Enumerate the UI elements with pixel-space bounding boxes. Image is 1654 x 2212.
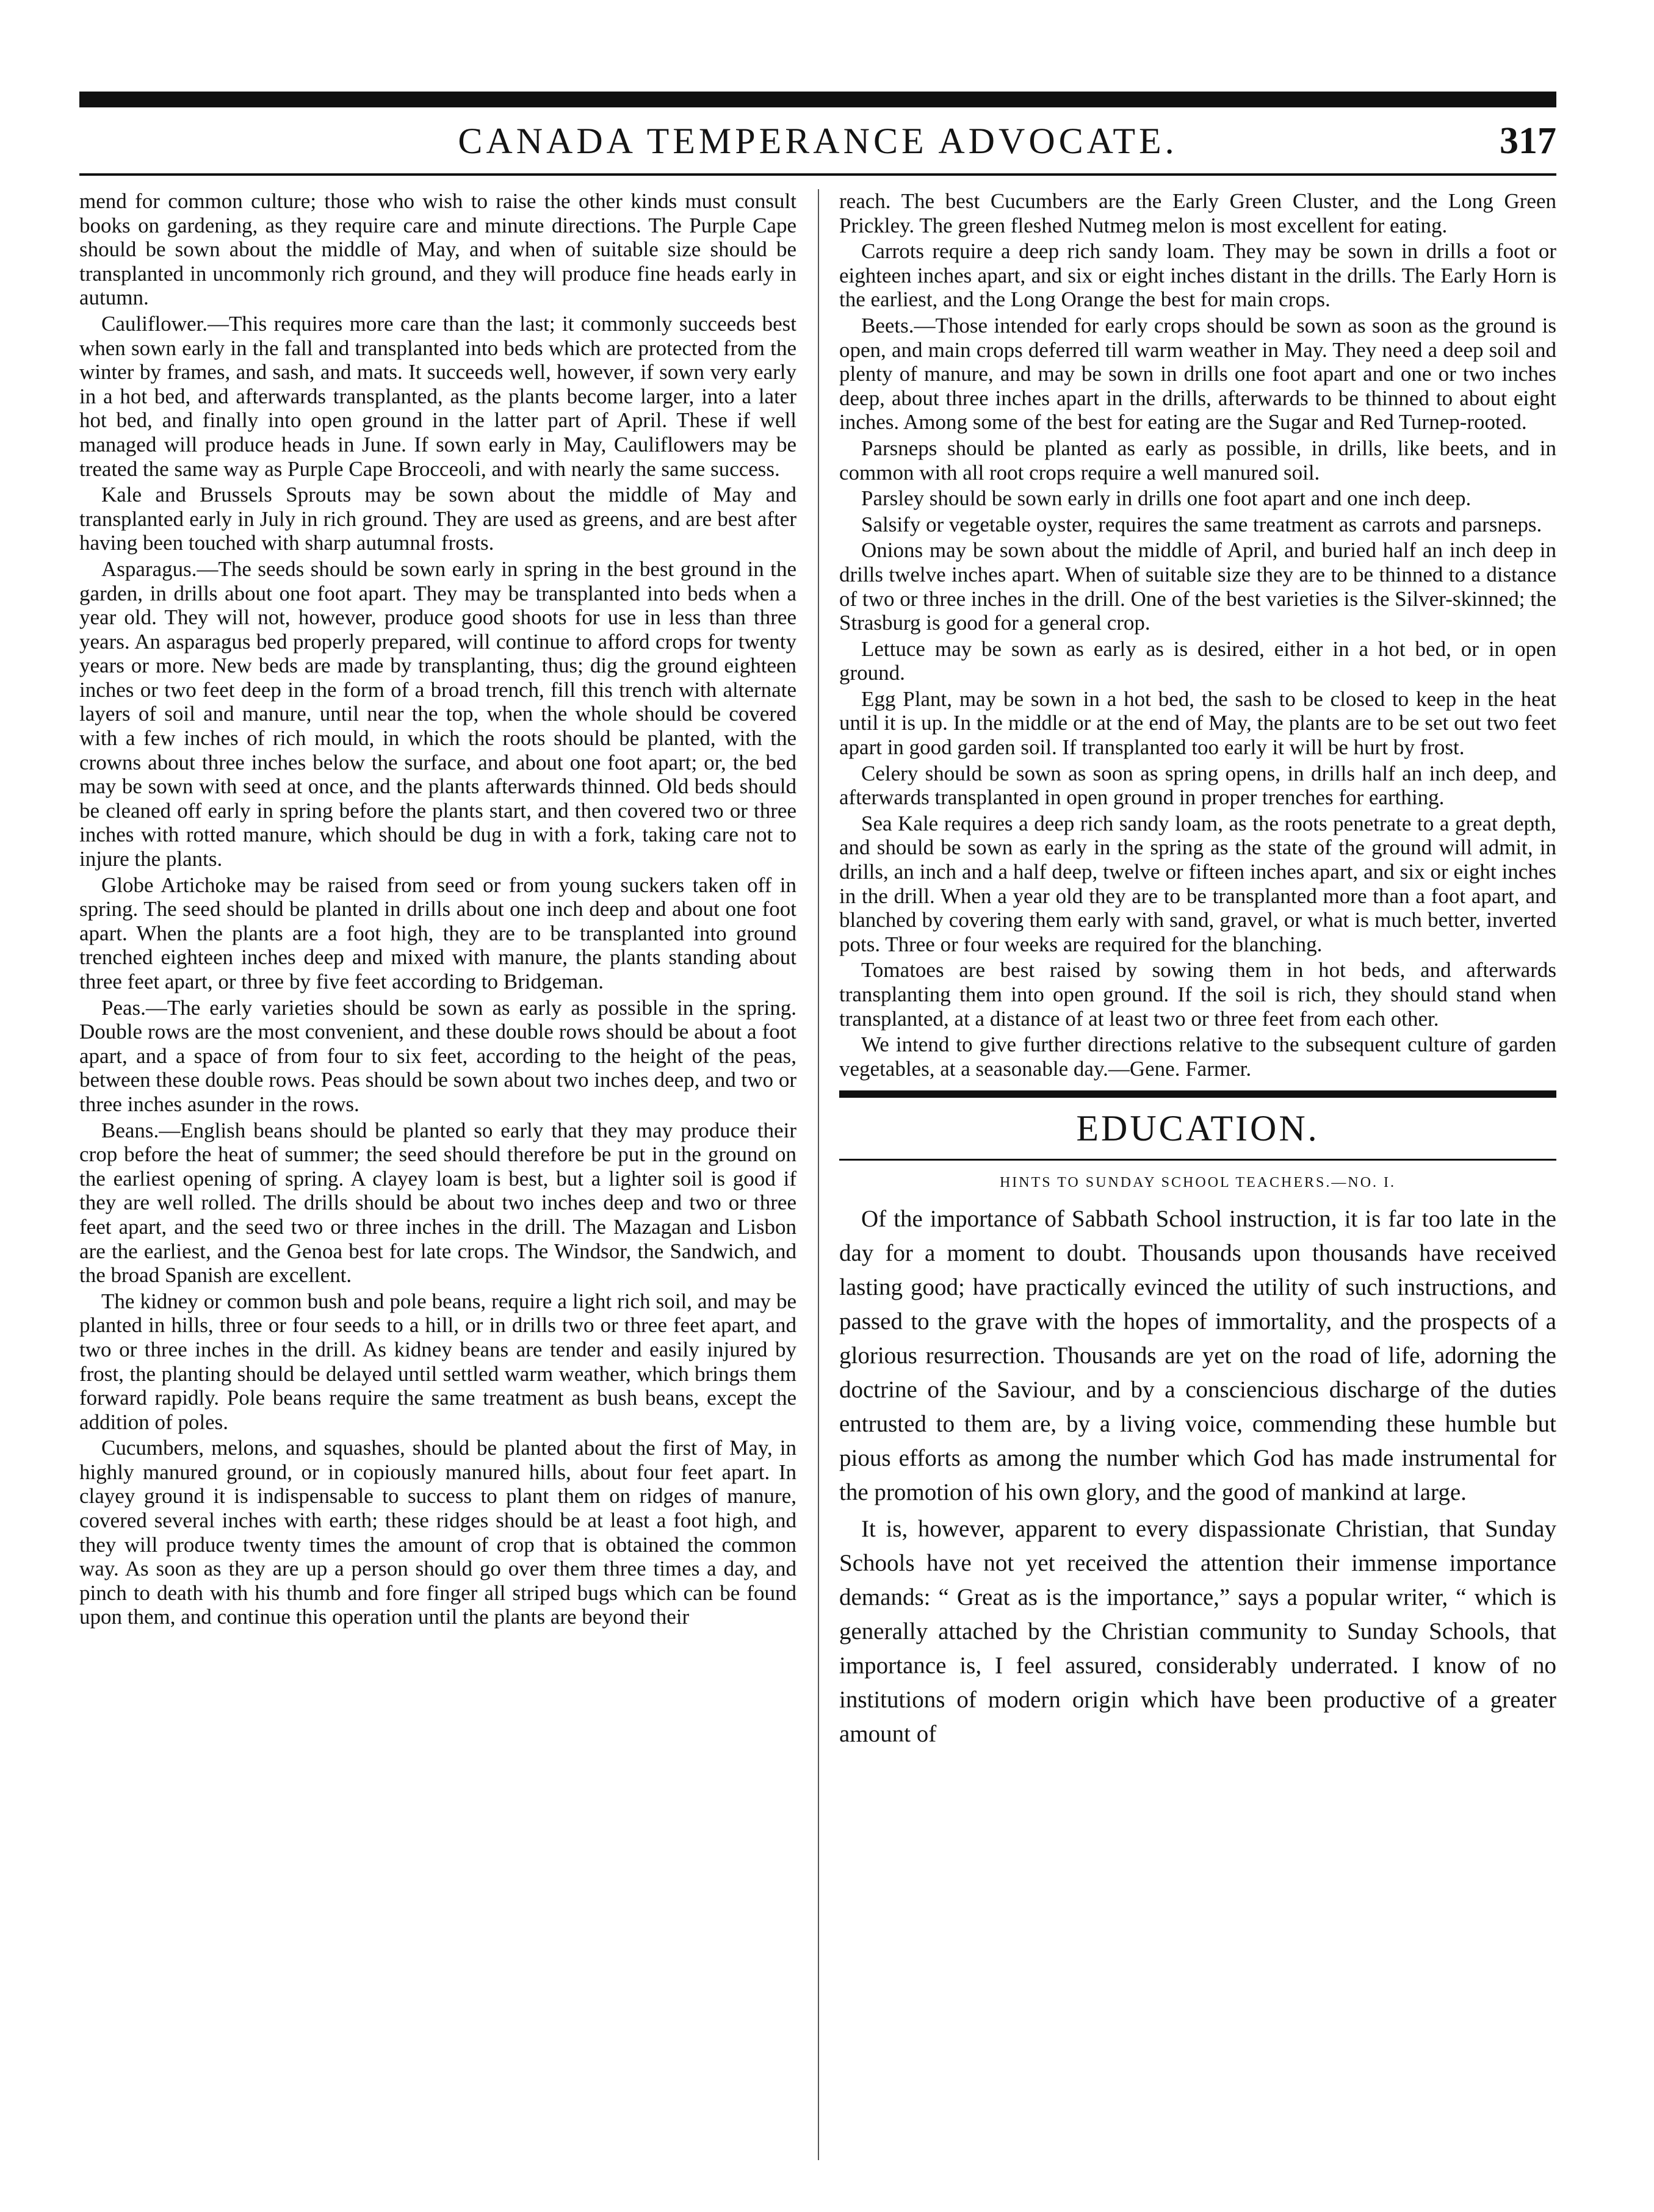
paragraph: mend for common culture; those who wish to raise the other kinds must consult books on gardening, as they require care and minute directions. The Purple Cape should be sown about the middle of May, and when of suitable size should be transplanted in uncommonly rich ground, and they will produce fine heads early in autumn. xyxy=(79,189,796,310)
left-column xyxy=(79,189,796,2160)
right-column xyxy=(839,189,1556,2160)
paragraph: Of the importance of Sabbath School instruction, it is far too late in the day for a moment to doubt. Thousands upon thousands have received lasting good; have practically evinced the utility of such instructions, and passed to the grave with the hopes of immortality, and the prospects of a glorious resurrection. Thousands are yet on the road of life, adorning the doctrine of the Saviour, and by a consciencious discharge of the duties entrusted to them are, by a living voice, commending these humble but pious efforts as among the number which God has made instrumental for the promotion of his own glory, and the good of mankind at large. xyxy=(839,1206,1556,1506)
paragraph: Salsify or vegetable oyster, requires the same treatment as carrots and parsneps. xyxy=(861,512,1542,536)
paragraph: Beets.—Those intended for early crops should be sown as soon as the ground is open, and main crops deferred till warm weather in May. They need a deep soil and plenty of manure, and may be sown in drills one foot apart and one or two inches deep, about three inches apart in the drills, afterwards to be thinned to about eight inches. Among some of the best for eating are the Sugar and Red Turnep-rooted. xyxy=(839,313,1556,434)
article-subheading: HINTS TO SUNDAY SCHOOL TEACHERS.—NO. I. xyxy=(999,1175,1396,1191)
paragraph: Peas.—The early varieties should be sown as early as possible in the spring. Double rows are the most convenient, and these double rows should be about a foot apart, and a space of from four to six feet, according to the height of the peas, between these double rows. Peas should be sown about two inches deep, and two or three inches asunder in the rows. xyxy=(79,995,796,1116)
page-number: 317 xyxy=(1500,120,1556,162)
header-rule xyxy=(79,173,1556,176)
paragraph: reach. The best Cucumbers are the Early Green Cluster, and the Long Green Prickley. The green fleshed Nutmeg melon is most excellent for eating. xyxy=(839,189,1556,237)
paragraph: Celery should be sown as soon as spring opens, in drills half an inch deep, and afterwards transplanted in open ground in proper trenches for earthing. xyxy=(839,761,1556,810)
paragraph: Onions may be sown about the middle of April, and buried half an inch deep in drills twelve inches apart. When of suitable size they are to be thinned to a distance of two or three inches in the drill. One of the best varieties is the Silver-skinned; the Strasburg is good for a general crop. xyxy=(839,538,1556,635)
section-rule xyxy=(839,1090,1556,1098)
paragraph: Beans.—English beans should be planted so early that they may produce their crop before the heat of summer; the seed should therefore be put in the ground on the earliest opening of spring. A clayey loam is best, but a lighter soil is good if they are well rolled. The drills should be about two inches deep and two or three feet apart, and the seed two or three inches in the drill. The Mazagan and Lisbon are the earliest, and the Genoa best for late crops. The Windsor, the Sandwich, and the broad Spanish are excellent. xyxy=(79,1118,796,1288)
paragraph: Globe Artichoke may be raised from seed or from young suckers taken off in spring. The seed should be planted in drills about one inch deep and about one foot apart. When the plants are a foot high, they are to be transplanted into ground trenched eighteen inches deep and mixed with manure, the plants standing about three feet apart, or three by five feet according to Bridgeman. xyxy=(79,873,796,993)
paragraph: Cucumbers, melons, and squashes, should be planted about the first of May, in highly manured ground, or in copiously manured hills, about four feet apart. In clayey ground it is indispensable to success to plant them on ridges of manure, covered several inches with earth; these ridges should be at least a foot high, and they will produce twenty times the amount of crop that is obtained the common way. As soon as they are up a person should go over them three times a day, and pinch to death with his thumb and fore finger all striped bugs which can be found upon them, and continue this operation until the plants are beyond their xyxy=(79,1436,796,1629)
paragraph: Tomatoes are best raised by sowing them in hot beds, and afterwards transplanting them into open ground. If the soil is rich, they should stand when transplanted, at a distance of at least two or three feet from each other. xyxy=(839,958,1556,1031)
top-rule xyxy=(79,92,1556,107)
paragraph: The kidney or common bush and pole beans, require a light rich soil, and may be planted in hills, three or four seeds to a hill, or in drills two or three feet apart, and two or three inches in the drill. As kidney beans are tender and easily injured by frost, the planting should be delayed until settled warm weather, which brings them forward rapidly. Pole beans require the same treatment as bush beans, except the addition of poles. xyxy=(79,1289,796,1434)
paragraph: Sea Kale requires a deep rich sandy loam, as the roots penetrate to a great depth, and should be sown as early in the spring as the state of the ground will admit, in drills, an inch and a half deep, twelve or fifteen inches apart, and six or eight inches in the drill. When a year old they are to be transplanted more than a foot apart, and blanched by covering them early with sand, gravel, or what is much better, inverted pots. Three or four weeks are required for the blanching. xyxy=(839,811,1556,956)
paragraph: Asparagus.—The seeds should be sown early in spring in the best ground in the garden, in drills about one foot apart. They may be transplanted into beds when a year old. They will not, however, produce good shoots for use in less than three years. An asparagus bed properly prepared, will continue to afford crops for twenty years or more. New beds are made by transplanting, thus; dig the ground eighteen inches or two feet deep in the form of a broad trench, fill this trench with alternate layers of soil and manure, until near the top, when the whole should be covered with a few inches of rich mould, in which the roots should be planted, with the crowns about three inches below the surface, and about one foot apart; or, the bed may be sown with seed at once, and the plants afterwards thinned. Old beds should be cleaned off early in spring before the plants start, and then covered two or three inches with rotted manure, which should be dug in with a fork, taking care not to injure the plants. xyxy=(79,557,796,871)
section-title: EDUCATION. xyxy=(1076,1108,1320,1149)
paragraph: Cauliflower.—This requires more care than the last; it commonly succeeds best when sown early in the fall and transplanted into beds which are protected from the winter by frames, and sash, and mats. It succeeds well, however, if sown very early in a hot bed, and afterwards transplanted, as the plants become larger, into a later hot bed, and finally into open ground in the latter part of April. These if well managed will produce heads in June. If sown early in May, Cauliflowers may be treated the same way as Purple Cape Brocceoli, and with nearly the same success. xyxy=(79,311,796,481)
page-header xyxy=(79,113,1556,168)
paragraph: Parsneps should be planted as early as possible, in drills, like beets, and in common with all root crops require a well manured soil. xyxy=(839,436,1556,485)
section-subrule xyxy=(839,1159,1556,1161)
masthead-title: CANADA TEMPERANCE ADVOCATE. xyxy=(458,121,1178,161)
paragraph: It is, however, apparent to every dispassionate Christian, that Sunday Schools have not yet received the attention their immense importance demands: “ Great as is the importance,” says a popular writer, “ which is generally attached by the Christian community to Sunday Schools, that importance is, I feel assured, considerably underrated. I know of no institutions of modern origin which have been productive of a greater amount of xyxy=(839,1516,1556,1748)
newspaper-page xyxy=(79,92,1556,2166)
paragraph: Lettuce may be sown as early as is desired, either in a hot bed, or in open ground. xyxy=(839,636,1556,685)
paragraph: We intend to give further directions relative to the subsequent culture of garden vegetables, at a seasonable day.—Gene. Farmer. xyxy=(839,1032,1556,1081)
paragraph: Parsley should be sown early in drills one foot apart and one inch deep. xyxy=(861,486,1472,511)
paragraph: Carrots require a deep rich sandy loam. They may be sown in drills a foot or eighteen inches apart, and six or eight inches distant in the drills. The Early Horn is the earliest, and the Long Orange the best for main crops. xyxy=(839,239,1556,312)
paragraph: Kale and Brussels Sprouts may be sown about the middle of May and transplanted early in July in rich ground. They are used as greens, and are best after having been touched with sharp autumnal frosts. xyxy=(79,483,796,555)
column-divider xyxy=(818,189,819,2160)
paragraph: Egg Plant, may be sown in a hot bed, the sash to be closed to keep in the heat until it is up. In the middle or at the end of May, the plants are to be set out two feet apart in good garden soil. If transplanted too early it will be hurt by frost. xyxy=(839,686,1556,760)
